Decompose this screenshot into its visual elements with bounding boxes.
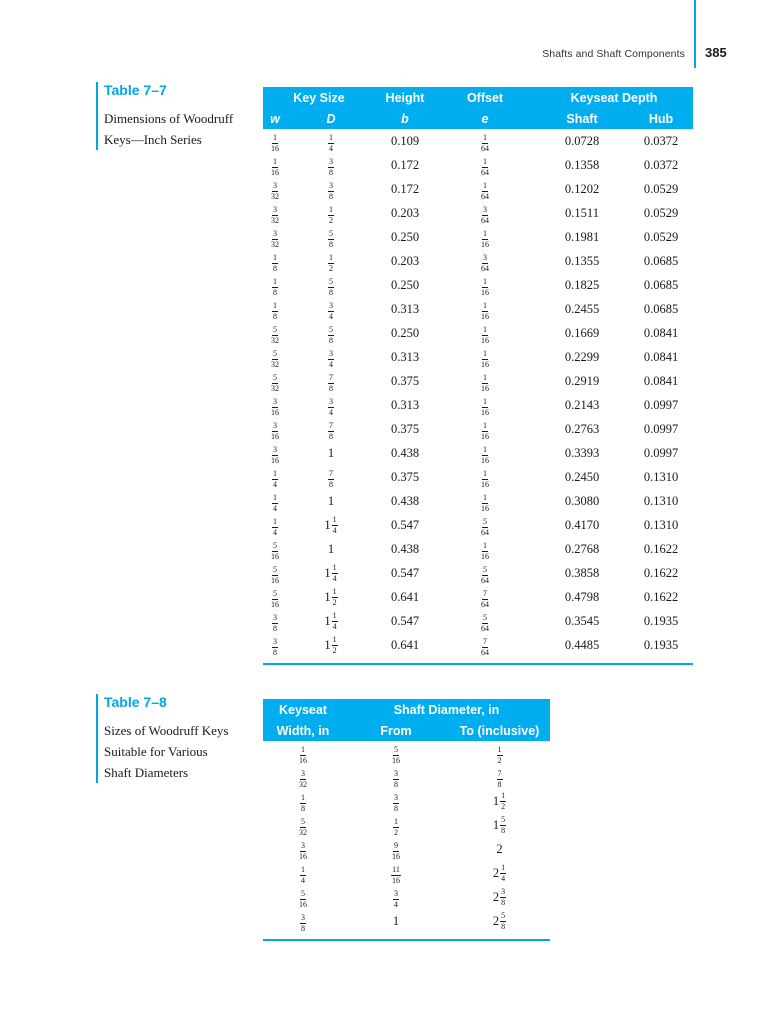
table-row (263, 201, 693, 225)
table-row (263, 741, 550, 765)
table-row (263, 153, 693, 177)
col-header-hub: Hub (629, 108, 693, 129)
cell-d: 1 $\frac{1}{2}$ (324, 586, 337, 607)
cell-w: $\frac{1}{8}$ (273, 301, 277, 321)
cell-d: $\frac{7}{8}$ (329, 469, 333, 489)
cell-shaft-to: 1 $\frac{1}{2}$ (492, 790, 506, 811)
cell-d: 1 (327, 541, 335, 556)
cell-shaft-from: $\frac{9}{16}$ (392, 841, 400, 861)
cell-shaft-depth: 0.2299 (564, 349, 600, 364)
cell-offset: $\frac{5}{64}$ (481, 565, 489, 585)
cell-shaft-from: $\frac{3}{4}$ (394, 889, 398, 909)
table-group-header-row (263, 699, 550, 720)
cell-d: 1 $\frac{1}{4}$ (324, 514, 337, 535)
cell-hub-depth: 0.0841 (643, 325, 679, 340)
cell-w: $\frac{5}{16}$ (271, 589, 279, 609)
cell-hub-depth: 0.1310 (643, 493, 679, 508)
cell-w: $\frac{1}{16}$ (271, 133, 279, 153)
table-row (263, 633, 693, 664)
cell-offset: $\frac{5}{64}$ (481, 517, 489, 537)
col-header-shaft-diameter: Shaft Diameter, in (343, 699, 550, 720)
table-row (263, 585, 693, 609)
col-header-d: D (287, 108, 375, 129)
cell-height: 0.438 (390, 493, 420, 508)
cell-shaft-depth: 0.1511 (565, 205, 599, 220)
cell-w: $\frac{5}{16}$ (271, 565, 279, 585)
table-row (263, 909, 550, 940)
cell-w: $\frac{1}{4}$ (273, 517, 277, 537)
col-header-e: e (435, 108, 535, 129)
cell-d: $\frac{3}{4}$ (329, 349, 333, 369)
table-row (263, 765, 550, 789)
cell-offset: $\frac{1}{16}$ (481, 445, 489, 465)
cell-offset: $\frac{7}{64}$ (481, 589, 489, 609)
caption-line: Sizes of Woodruff Keys (104, 723, 229, 738)
table-row (263, 345, 693, 369)
cell-height: 0.109 (390, 133, 420, 148)
table-row (263, 609, 693, 633)
table-row (263, 441, 693, 465)
cell-hub-depth: 0.0372 (643, 133, 679, 148)
cell-shaft-depth: 0.3545 (564, 613, 600, 628)
cell-w: $\frac{3}{8}$ (263, 633, 287, 664)
cell-hub-depth: 0.1310 (643, 517, 679, 532)
table-body (263, 129, 693, 664)
cell-hub-depth: 0.1310 (643, 469, 679, 484)
cell-keyseat-width: $\frac{3}{8}$ (263, 909, 343, 940)
col-header-keyseat-depth: Keyseat Depth (535, 87, 693, 108)
cell-d: $\frac{3}{4}$ (329, 301, 333, 321)
col-header-shaft: Shaft (535, 108, 629, 129)
col-header-from: From (343, 720, 449, 741)
cell-shaft-depth: 0.4798 (564, 589, 600, 604)
cell-shaft-from: $\frac{11}{16}$ (392, 865, 400, 885)
cell-height: 0.172 (390, 157, 420, 172)
cell-keyseat-width: $\frac{1}{16}$ (299, 745, 307, 765)
cell-hub-depth: 0.0529 (643, 181, 679, 196)
cell-shaft-from: $\frac{3}{8}$ (394, 793, 398, 813)
caption-line: Shaft Diameters (104, 765, 189, 780)
table-row (263, 369, 693, 393)
cell-offset: $\frac{1}{16}$ (481, 325, 489, 345)
cell-keyseat-width: $\frac{3}{32}$ (299, 769, 307, 789)
cell-hub-depth: 0.1622 (643, 589, 679, 604)
table-row (263, 813, 550, 837)
cell-height: 0.313 (390, 397, 420, 412)
table-row (263, 561, 693, 585)
cell-offset: $\frac{1}{16}$ (481, 493, 489, 513)
cell-offset: $\frac{1}{16}$ (481, 541, 489, 561)
page-number: 385 (705, 45, 727, 60)
cell-height: 0.203 (390, 205, 420, 220)
cell-offset: $\frac{7}{64}$ (435, 633, 535, 664)
caption-line: Keys—Inch Series (104, 132, 202, 147)
cell-w: $\frac{1}{4}$ (273, 493, 277, 513)
cell-height: 0.641 (390, 589, 420, 604)
table-group-header-row (263, 87, 693, 108)
cell-shaft-depth: 0.1202 (564, 181, 600, 196)
cell-shaft-from: $\frac{5}{16}$ (392, 745, 400, 765)
cell-shaft-depth: 0.2919 (564, 373, 600, 388)
cell-d: $\frac{3}{8}$ (329, 157, 333, 177)
cell-keyseat-width: $\frac{1}{4}$ (301, 865, 305, 885)
cell-offset: $\frac{1}{16}$ (481, 421, 489, 441)
cell-offset: $\frac{1}{16}$ (481, 229, 489, 249)
cell-hub-depth: 0.0529 (643, 229, 679, 244)
cell-d: $\frac{3}{4}$ (329, 397, 333, 417)
table-row (263, 129, 693, 153)
cell-height: 0.313 (390, 301, 420, 316)
table-7-8-title: Table 7–8 (104, 694, 167, 710)
cell-w: $\frac{3}{32}$ (271, 181, 279, 201)
col-header-keyseat: Keyseat (263, 699, 343, 720)
cell-keyseat-width: $\frac{5}{32}$ (299, 817, 307, 837)
col-header-w: w (263, 108, 287, 129)
cell-shaft-depth: 0.3080 (564, 493, 600, 508)
table-sub-header-row (263, 108, 693, 129)
cell-hub-depth: 0.0685 (643, 301, 679, 316)
cell-w: $\frac{1}{16}$ (271, 157, 279, 177)
cell-height: 0.313 (390, 349, 420, 364)
cell-keyseat-width: $\frac{1}{8}$ (301, 793, 305, 813)
cell-d: $\frac{5}{8}$ (329, 277, 333, 297)
cell-height: 0.438 (390, 541, 420, 556)
col-header-key-size: Key Size (263, 87, 375, 108)
table-7-7-title: Table 7–7 (104, 82, 167, 98)
cell-hub-depth: 0.0841 (643, 349, 679, 364)
cell-shaft-depth: 0.0728 (564, 133, 600, 148)
cell-height: 0.203 (390, 253, 420, 268)
cell-w: $\frac{1}{8}$ (273, 253, 277, 273)
cell-offset: $\frac{3}{64}$ (481, 253, 489, 273)
cell-height: 0.250 (390, 229, 420, 244)
cell-offset: $\frac{1}{64}$ (481, 133, 489, 153)
table-row (263, 321, 693, 345)
cell-w: $\frac{1}{4}$ (273, 469, 277, 489)
cell-height: 0.375 (390, 373, 420, 388)
cell-shaft-to: 1 $\frac{5}{8}$ (492, 814, 506, 835)
cell-shaft-to: $\frac{1}{2}$ (497, 745, 502, 765)
cell-d: 1 (327, 493, 335, 508)
table-row (263, 417, 693, 441)
cell-d: $\frac{3}{8}$ (329, 181, 333, 201)
table-7-8-caption-text (104, 720, 228, 783)
cell-height: 0.547 (390, 517, 420, 532)
col-header-width: Width, in (263, 720, 343, 741)
cell-shaft-depth: 0.2455 (564, 301, 600, 316)
cell-d: $\frac{5}{8}$ (329, 325, 333, 345)
table-row (263, 177, 693, 201)
cell-shaft-from: $\frac{3}{8}$ (394, 769, 398, 789)
table-row (263, 489, 693, 513)
cell-d: 1 (327, 445, 335, 460)
cell-shaft-to: $\frac{7}{8}$ (497, 769, 502, 789)
cell-offset: $\frac{1}{16}$ (481, 469, 489, 489)
header-rule (694, 0, 696, 68)
cell-shaft-to: 2 $\frac{1}{4}$ (492, 862, 506, 883)
cell-d: $\frac{1}{2}$ (329, 205, 333, 225)
cell-height: 0.172 (390, 181, 420, 196)
table-row (263, 273, 693, 297)
cell-shaft-depth: 0.1355 (564, 253, 600, 268)
cell-hub-depth: 0.0529 (643, 205, 679, 220)
cell-shaft-depth: 0.1825 (564, 277, 600, 292)
cell-hub-depth: 0.0997 (643, 397, 679, 412)
cell-w: $\frac{3}{8}$ (273, 613, 277, 633)
table-row (263, 249, 693, 273)
table-sub-header-row (263, 720, 550, 741)
cell-d: 1 $\frac{1}{4}$ (324, 562, 337, 583)
woodruff-dimensions-table (263, 87, 693, 665)
cell-w: $\frac{3}{16}$ (271, 397, 279, 417)
cell-d: 1 $\frac{1}{4}$ (324, 610, 337, 631)
cell-shaft-depth: 0.3393 (564, 445, 600, 460)
cell-hub-depth: 0.1935 (643, 613, 679, 628)
table-row (263, 861, 550, 885)
table-row (263, 465, 693, 489)
cell-d: $\frac{5}{8}$ (329, 229, 333, 249)
cell-hub-depth: 0.0685 (643, 253, 679, 268)
cell-offset: $\frac{3}{64}$ (481, 205, 489, 225)
col-header-to: To (inclusive) (449, 720, 550, 741)
cell-hub-depth: 0.0685 (643, 277, 679, 292)
table-7-7-caption (96, 82, 233, 150)
cell-w: $\frac{5}{32}$ (271, 325, 279, 345)
cell-hub-depth: 0.0997 (643, 421, 679, 436)
cell-hub-depth: 0.0997 (643, 445, 679, 460)
cell-hub-depth: 0.1622 (643, 565, 679, 580)
table-row (263, 393, 693, 417)
cell-offset: $\frac{1}{64}$ (481, 181, 489, 201)
cell-shaft-depth: 0.3858 (564, 565, 600, 580)
cell-w: $\frac{5}{16}$ (271, 541, 279, 561)
cell-shaft-depth: 0.2143 (564, 397, 600, 412)
cell-hub-depth: 0.0372 (643, 157, 679, 172)
running-head: Shafts and Shaft Components (542, 48, 685, 60)
cell-w: $\frac{3}{16}$ (271, 445, 279, 465)
cell-w: $\frac{5}{32}$ (271, 349, 279, 369)
cell-keyseat-width: $\frac{3}{16}$ (299, 841, 307, 861)
cell-shaft-to: 2 $\frac{5}{8}$ (449, 909, 550, 940)
table-7-7-caption-text (104, 108, 233, 150)
cell-hub-depth: 0.0841 (643, 373, 679, 388)
table-row (263, 513, 693, 537)
table-body (263, 741, 550, 940)
cell-hub-depth: 0.1935 (629, 633, 693, 664)
cell-height: 0.547 (390, 613, 420, 628)
cell-height: 0.250 (390, 325, 420, 340)
table-row (263, 789, 550, 813)
cell-d: $\frac{7}{8}$ (329, 373, 333, 393)
cell-d: 1 $\frac{1}{2}$ (287, 633, 375, 664)
cell-w: $\frac{1}{8}$ (273, 277, 277, 297)
cell-w: $\frac{3}{32}$ (271, 205, 279, 225)
cell-shaft-depth: 0.4170 (564, 517, 600, 532)
cell-keyseat-width: $\frac{5}{16}$ (299, 889, 307, 909)
cell-w: $\frac{3}{16}$ (271, 421, 279, 441)
table-row (263, 225, 693, 249)
cell-shaft-depth: 0.1981 (564, 229, 600, 244)
cell-shaft-to: 2 (496, 841, 503, 856)
cell-shaft-depth: 0.4485 (535, 633, 629, 664)
cell-offset: $\frac{1}{16}$ (481, 373, 489, 393)
cell-d: $\frac{7}{8}$ (329, 421, 333, 441)
cell-w: $\frac{5}{32}$ (271, 373, 279, 393)
cell-height: 0.438 (390, 445, 420, 460)
cell-offset: $\frac{1}{64}$ (481, 157, 489, 177)
cell-offset: $\frac{5}{64}$ (481, 613, 489, 633)
table-row (263, 837, 550, 861)
cell-shaft-from: 1 (343, 909, 449, 940)
table-row (263, 885, 550, 909)
col-header-b: b (375, 108, 435, 129)
cell-d: $\frac{1}{4}$ (329, 133, 333, 153)
cell-height: 0.375 (390, 469, 420, 484)
caption-line: Suitable for Various (104, 744, 208, 759)
cell-shaft-depth: 0.2768 (564, 541, 600, 556)
cell-offset: $\frac{1}{16}$ (481, 349, 489, 369)
cell-offset: $\frac{1}{16}$ (481, 397, 489, 417)
cell-offset: $\frac{1}{16}$ (481, 277, 489, 297)
cell-shaft-depth: 0.1358 (564, 157, 600, 172)
cell-shaft-depth: 0.1669 (564, 325, 600, 340)
cell-offset: $\frac{1}{16}$ (481, 301, 489, 321)
cell-height: 0.641 (375, 633, 435, 664)
table-row (263, 297, 693, 321)
cell-shaft-depth: 0.2450 (564, 469, 600, 484)
cell-height: 0.250 (390, 277, 420, 292)
cell-shaft-depth: 0.2763 (564, 421, 600, 436)
col-header-offset: Offset (435, 87, 535, 108)
table-7-8-caption (96, 694, 228, 783)
cell-height: 0.375 (390, 421, 420, 436)
caption-line: Dimensions of Woodruff (104, 111, 234, 126)
cell-w: $\frac{3}{32}$ (271, 229, 279, 249)
cell-hub-depth: 0.1622 (643, 541, 679, 556)
col-header-height: Height (375, 87, 435, 108)
cell-d: $\frac{1}{2}$ (329, 253, 333, 273)
cell-shaft-from: $\frac{1}{2}$ (394, 817, 398, 837)
table-row (263, 537, 693, 561)
cell-height: 0.547 (390, 565, 420, 580)
woodruff-shaft-diameter-table (263, 699, 550, 941)
cell-shaft-to: 2 $\frac{3}{8}$ (492, 886, 506, 907)
